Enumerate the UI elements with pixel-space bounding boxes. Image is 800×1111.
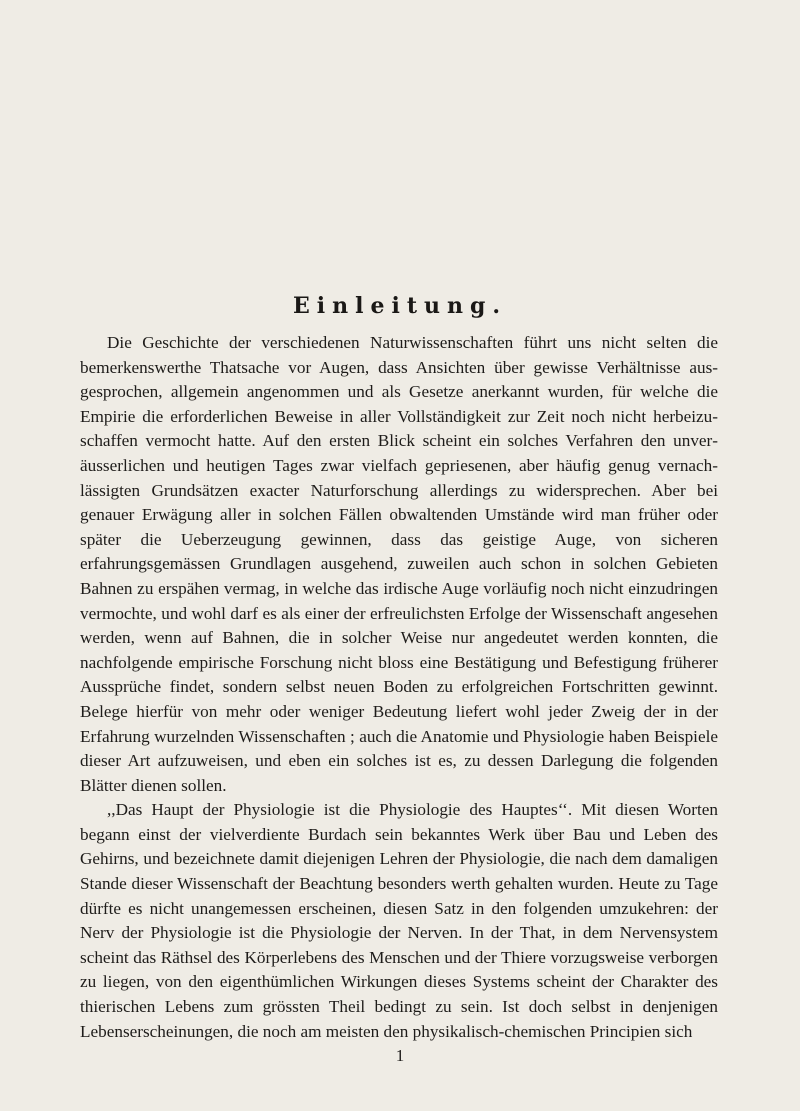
body-text <box>80 331 718 1044</box>
page-number: 1 <box>395 1046 405 1065</box>
chapter-heading: Einleitung. <box>292 293 508 319</box>
paragraph: ,,Das Haupt der Physiologie ist die Physiologie des Hauptes‘‘. Mit diesen Worten begann einst der vielverdiente Burdach sein bekanntes Werk über Bau und Leben des Gehirns, und bezeichnete damit diejenigen Lehren der Physiologie, die nach dem damaligen Stande dieser Wissenschaft der Beachtung besonders werth gehalten wurden. Heute zu Tage dürfte es nicht unangemessen erscheinen, diesen Satz in den folgenden umzukehren: der Nerv der Physiologie ist die Physiologie der Nerven. In der That, in dem Nervensystem scheint das Räthsel des Körperlebens des Menschen und der Thiere vorzugsweise verborgen zu liegen, von den eigenthümlichen Wirkungen dieses Systems scheint der Charakter des thierischen Lebens zum grössten Theil bedingt zu sein. Ist doch selbst in denjenigen Lebenserscheinungen, die noch am meisten den physikalisch-chemischen Principien sich <box>80 800 718 1041</box>
paragraph: Die Geschichte der verschiedenen Naturwissenschaften führt uns nicht selten die bemerkenswerthe Thatsache vor Augen, dass Ansichten über gewisse Verhältnisse ausgesprochen, allgemein angenommen und als Gesetze anerkannt wurden, für welche die Empirie die erforderlichen Beweise in aller Vollständigkeit zur Zeit noch nicht herbeizuschaffen vermocht hatte. Auf den ersten Blick scheint ein solches Verfahren den unveräusserlichen und heutigen Tages zwar vielfach gepriesenen, aber häufig genug vernachlässigten Grundsätzen exacter Naturforschung allerdings zu widersprechen. Aber bei genauer Erwägung aller in solchen Fällen obwaltenden Umstände wird man früher oder später die Ueberzeugung gewinnen, dass das geistige Auge, von sicheren erfahrungsgemässen Grundlagen ausgehend, zuweilen auch schon in solchen Gebieten Bahnen zu erspähen vermag, in welche das irdische Auge vorläufig noch nicht einzudringen vermochte, und wohl darf es als einer der erfreulichsten Erfolge der Wissenschaft angesehen werden, wenn auf Bahnen, die in solcher Weise nur angedeutet werden konnten, die nachfolgende empirische Forschung nicht bloss eine Bestätigung und Befestigung früherer Aussprüche findet, sondern selbst neuen Boden zu erfolgreichen Fortschritten gewinnt. Belege hierfür von mehr oder weniger Bedeutung liefert wohl jeder Zweig der in der Erfahrung wurzelnden Wissenschaften ; auch die Anatomie und Physiologie haben Beispiele dieser Art aufzuweisen, und eben ein solches ist es, zu dessen Darlegung die folgenden Blätter dienen sollen. <box>80 333 718 795</box>
